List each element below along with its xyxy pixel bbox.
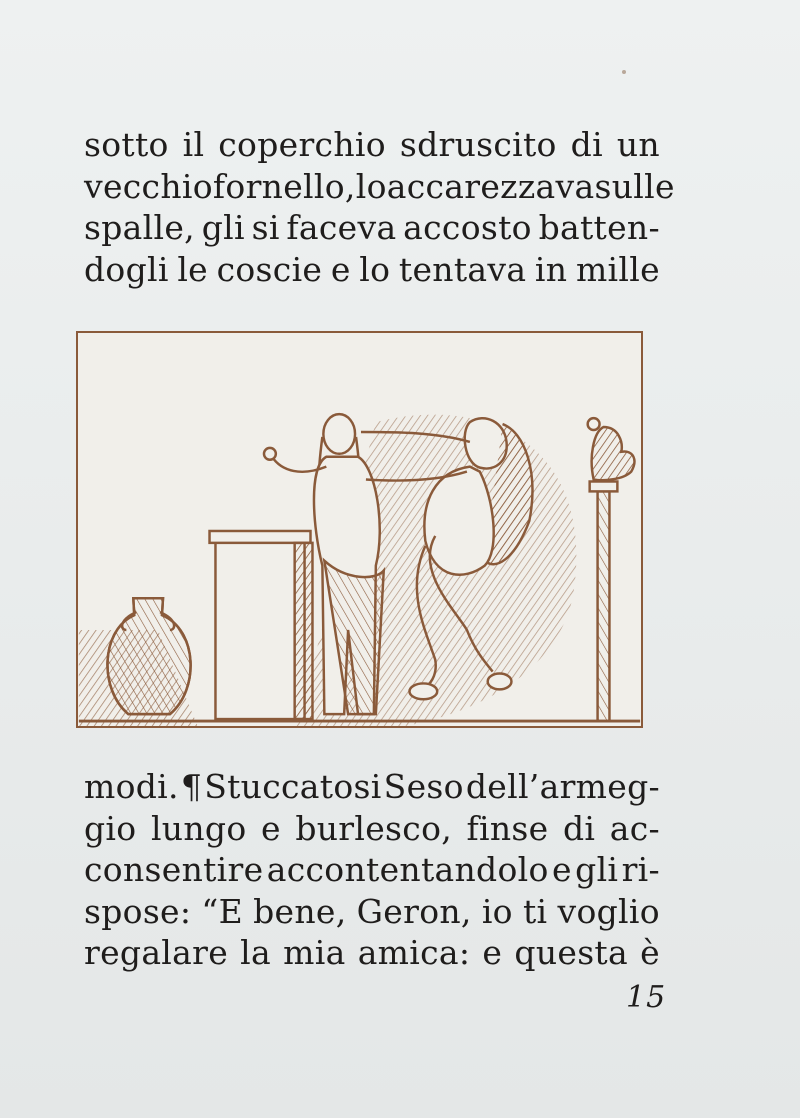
- text-line: [84, 766, 660, 808]
- word: e: [330, 249, 351, 289]
- bottom-paragraph: [84, 766, 660, 974]
- word: fornello,: [212, 166, 356, 206]
- word: gli: [201, 208, 245, 247]
- word: è: [640, 933, 660, 972]
- word: lo: [359, 249, 391, 289]
- word: la: [240, 933, 272, 972]
- top-paragraph: [84, 124, 675, 290]
- word: dogli: [84, 249, 169, 289]
- word: ac-: [609, 808, 660, 848]
- text-line: [84, 166, 675, 208]
- word: il: [182, 125, 205, 164]
- pilcrow-mark: ¶: [180, 767, 203, 806]
- word: tentava: [398, 249, 527, 289]
- word: Geron,: [356, 891, 472, 931]
- woodcut-illustration-icon: [78, 333, 641, 726]
- woodcut-illustration: [76, 331, 643, 728]
- text-line: [84, 849, 660, 891]
- word: amica:: [357, 933, 471, 972]
- word: lungo: [150, 808, 247, 848]
- word: accarezzava: [386, 166, 595, 206]
- paper-speck: [622, 70, 626, 74]
- word: mia: [283, 933, 346, 972]
- word: batten-: [538, 208, 660, 247]
- word: Stuccatosi: [204, 767, 382, 806]
- word: Seso: [383, 767, 464, 806]
- word: regalare: [84, 933, 229, 972]
- word: gio: [84, 808, 137, 848]
- word: “E: [201, 891, 243, 931]
- word: lo: [355, 166, 387, 206]
- word: sdruscito: [399, 125, 557, 164]
- word: questa: [514, 933, 628, 972]
- word: coperchio: [218, 125, 386, 164]
- column-with-rooster: [588, 418, 635, 721]
- text-line: [84, 249, 660, 291]
- word: modi.: [84, 767, 179, 806]
- word: finse: [466, 808, 549, 848]
- word: sulle: [594, 166, 675, 206]
- word: gli: [575, 850, 619, 889]
- word: accosto: [403, 208, 532, 247]
- word: consentire: [84, 850, 264, 889]
- text-line: [84, 891, 660, 933]
- word: di: [563, 808, 596, 848]
- word: spalle,: [84, 208, 195, 247]
- pedestal: [210, 531, 313, 719]
- word: vecchio: [84, 166, 213, 206]
- word: spose:: [84, 891, 192, 931]
- word: e: [551, 850, 572, 889]
- word: coscie: [216, 249, 323, 289]
- word: accontentandolo: [266, 850, 549, 889]
- word: mille: [575, 249, 660, 289]
- word: voglio: [557, 891, 660, 931]
- text-line: [84, 808, 660, 850]
- word: un: [616, 125, 660, 164]
- page-number: 15: [626, 980, 667, 1015]
- text-line: [84, 124, 660, 166]
- text-line: [84, 207, 660, 249]
- word: io: [481, 891, 513, 931]
- amphora: [107, 598, 190, 714]
- word: e: [482, 933, 503, 972]
- word: in: [534, 249, 568, 289]
- word: di: [570, 125, 603, 164]
- word: le: [177, 249, 209, 289]
- word: e: [260, 808, 281, 848]
- word: faceva: [286, 208, 397, 247]
- word: bene,: [253, 891, 347, 931]
- word: dell’armeg-: [465, 767, 660, 806]
- word: ri-: [621, 850, 660, 889]
- word: burlesco,: [295, 808, 453, 848]
- word: sotto: [84, 125, 169, 164]
- word: ti: [522, 891, 548, 931]
- word: si: [251, 208, 280, 247]
- text-line: [84, 932, 660, 974]
